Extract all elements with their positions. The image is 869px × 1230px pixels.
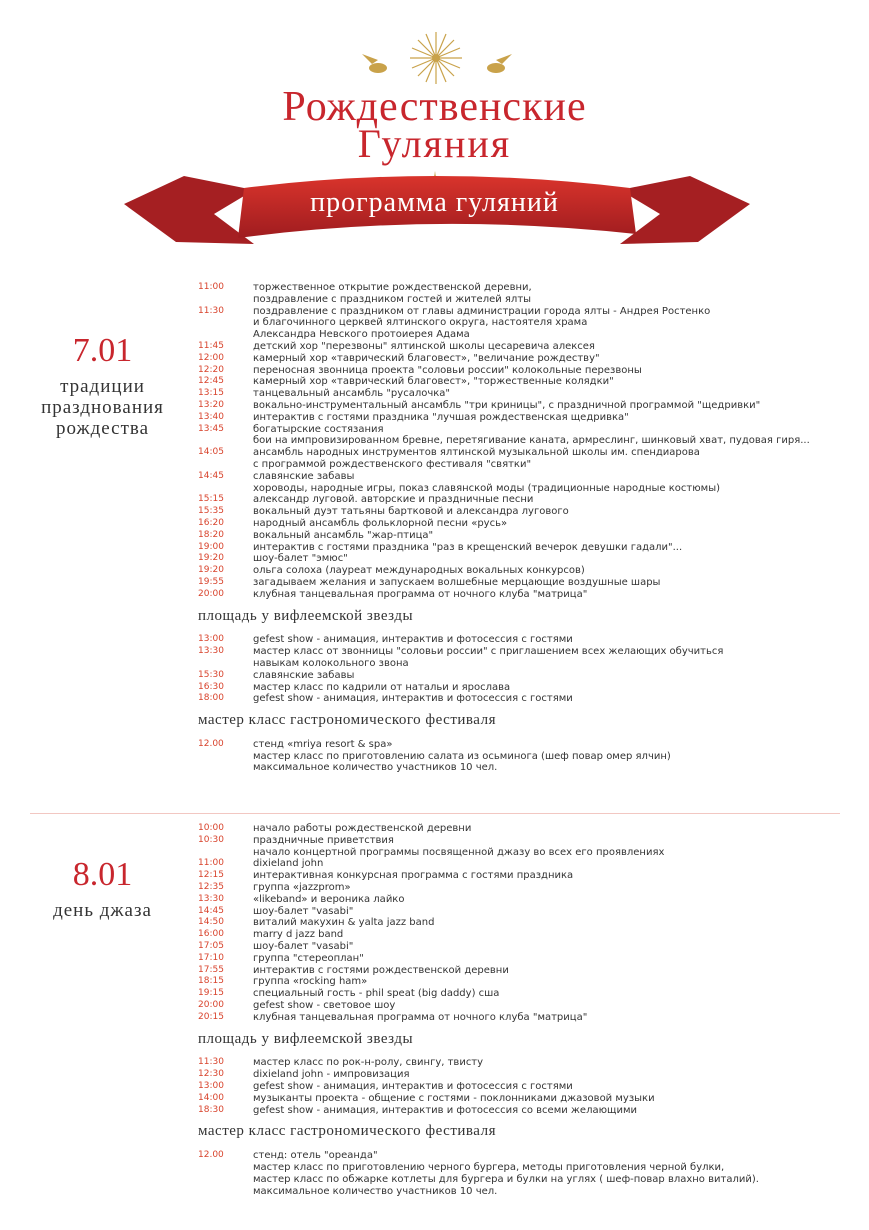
schedule-time: 20:00 xyxy=(198,588,224,599)
schedule-time: 11:00 xyxy=(198,858,224,869)
day1-gastro-title: мастер класс гастрономического фестиваля xyxy=(198,712,496,729)
schedule-row xyxy=(198,553,858,565)
day2-main-list xyxy=(198,823,858,1024)
schedule-text: загадываем желания и запускаем волшебные мерцающие воздушные шары xyxy=(253,576,661,588)
day2-date: 8.01 xyxy=(72,856,133,893)
schedule-row xyxy=(198,929,858,941)
schedule-row xyxy=(198,376,858,388)
day2-theme-line-1: день джаза xyxy=(53,900,152,921)
schedule-row xyxy=(198,388,858,400)
schedule-time: 18:15 xyxy=(198,976,224,987)
day1-schedule xyxy=(198,282,858,774)
schedule-time: 14:50 xyxy=(198,917,224,928)
schedule-text: камерный хор «таврический благовест», "торжественные колядки" xyxy=(253,376,614,388)
schedule-time: 13:20 xyxy=(198,399,224,410)
schedule-time: 12:45 xyxy=(198,376,224,387)
schedule-row xyxy=(198,1105,858,1117)
schedule-text: виталий макухин & yalta jazz band xyxy=(253,917,435,929)
schedule-text: вокальный дуэт татьяны бартковой и александра лугового xyxy=(253,506,569,518)
schedule-row xyxy=(198,682,858,694)
schedule-time: 16:30 xyxy=(198,681,224,692)
schedule-row xyxy=(198,353,858,365)
schedule-row xyxy=(198,965,858,977)
schedule-text: gefest show - анимация, интерактив и фотосессия с гостями xyxy=(253,693,573,705)
schedule-row xyxy=(198,1174,858,1186)
schedule-row xyxy=(198,835,858,847)
schedule-time: 16:00 xyxy=(198,929,224,940)
schedule-text: dixieland john xyxy=(253,858,324,870)
schedule-text: dixieland john - импровизация xyxy=(253,1069,410,1081)
day2-square-list xyxy=(198,1057,858,1116)
schedule-text: стенд «mriya resort & spa» xyxy=(253,738,393,750)
schedule-row xyxy=(198,882,858,894)
schedule-row xyxy=(198,1081,858,1093)
schedule-text: gefest show - анимация, интерактив и фотосессия с гостями xyxy=(253,1080,573,1092)
schedule-text: и благочинного церквей ялтинского округа, настоятеля храма xyxy=(253,317,588,329)
schedule-time: 20:00 xyxy=(198,999,224,1010)
schedule-text: бои на импровизированном бревне, перетягивание каната, армреслинг, шинковый хват, пудовая гиря... xyxy=(253,435,810,447)
schedule-time: 12:30 xyxy=(198,1069,224,1080)
schedule-row xyxy=(198,589,858,601)
schedule-text: интерактив с гостями праздника "раз в крещенский вечерок девушки гадали"... xyxy=(253,541,683,553)
schedule-row xyxy=(198,294,858,306)
schedule-row xyxy=(198,634,858,646)
schedule-row xyxy=(198,1150,858,1162)
schedule-row xyxy=(198,870,858,882)
schedule-time: 13:00 xyxy=(198,634,224,645)
schedule-row xyxy=(198,847,858,859)
schedule-row xyxy=(198,906,858,918)
schedule-time: 11:30 xyxy=(198,1057,224,1068)
schedule-text: музыканты проекта - общение с гостями - поклонниками джазовой музыки xyxy=(253,1092,655,1104)
day1-theme-line-3: рождества xyxy=(55,418,150,439)
schedule-text: Александра Невского протоиерея Адама xyxy=(253,329,470,341)
schedule-row xyxy=(198,424,858,436)
schedule-text: торжественное открытие рождественской деревни, xyxy=(253,282,532,293)
schedule-text: танцевальный ансамбль "русалочка" xyxy=(253,388,451,400)
schedule-row xyxy=(198,941,858,953)
schedule-text: интерактив с гостями рождественской деревни xyxy=(253,964,509,976)
schedule-text: хороводы, народные игры, показ славянской моды (традиционные народные костюмы) xyxy=(253,482,721,494)
schedule-time: 10:00 xyxy=(198,823,224,833)
schedule-row xyxy=(198,670,858,682)
schedule-time: 15:15 xyxy=(198,494,224,505)
schedule-row xyxy=(198,341,858,353)
schedule-text: группа «rocking ham» xyxy=(253,976,368,988)
schedule-time: 12:00 xyxy=(198,352,224,363)
schedule-time: 18:30 xyxy=(198,1104,224,1115)
schedule-row xyxy=(198,739,858,751)
schedule-row xyxy=(198,412,858,424)
day1-date: 7.01 xyxy=(72,332,133,369)
schedule-text: александр луговой. авторские и праздничные песни xyxy=(253,494,534,506)
schedule-time: 14:05 xyxy=(198,447,224,458)
schedule-row xyxy=(198,751,858,763)
schedule-text: начало концертной программы посвященной джазу во всех его проявлениях xyxy=(253,846,665,858)
schedule-time: 12.00 xyxy=(198,738,224,749)
schedule-time: 13:30 xyxy=(198,893,224,904)
schedule-time: 20:15 xyxy=(198,1011,224,1022)
schedule-row xyxy=(198,317,858,329)
day1-main-list xyxy=(198,282,858,601)
schedule-row xyxy=(198,646,858,658)
schedule-text: мастер класс от звонницы "соловьи россии" с приглашением всех желающих обучиться xyxy=(253,646,724,658)
schedule-row xyxy=(198,506,858,518)
schedule-row xyxy=(198,400,858,412)
schedule-time: 12:35 xyxy=(198,881,224,892)
schedule-text: gefest show - анимация, интерактив и фотосессия со всеми желающими xyxy=(253,1104,637,1116)
schedule-text: gefest show - анимация, интерактив и фотосессия с гостями xyxy=(253,634,573,646)
schedule-text: переносная звонница проекта "соловьи россии" колокольные перезвоны xyxy=(253,364,642,376)
schedule-text: мастер класс по приготовлению черного бургера, методы приготовления черной булки, xyxy=(253,1161,725,1173)
schedule-row xyxy=(198,1186,858,1198)
schedule-text: «likeband» и вероника лайко xyxy=(253,893,405,905)
schedule-time: 19:20 xyxy=(198,553,224,564)
schedule-text: камерный хор «таврический благовест», "величание рождеству" xyxy=(253,352,600,364)
schedule-row xyxy=(198,329,858,341)
schedule-row xyxy=(198,447,858,459)
schedule-row xyxy=(198,917,858,929)
day2-gastro-list xyxy=(198,1150,858,1197)
day1-label xyxy=(20,332,185,439)
schedule-row xyxy=(198,435,858,447)
schedule-time: 14:00 xyxy=(198,1092,224,1103)
schedule-row xyxy=(198,1012,858,1024)
schedule-row xyxy=(198,858,858,870)
schedule-text: детский хор "перезвоны" ялтинской школы цесаревича алексея xyxy=(253,340,595,352)
schedule-text: шоу-балет "vasabi" xyxy=(253,905,354,917)
schedule-text: клубная танцевальная программа от ночного клуба "матрица" xyxy=(253,588,588,600)
schedule-text: мастер класс по кадрили от натальи и ярослава xyxy=(253,681,511,693)
schedule-row xyxy=(198,306,858,318)
schedule-time: 13:15 xyxy=(198,388,224,399)
schedule-text: интерактив с гостями праздника "лучшая рождественская щедривка" xyxy=(253,411,629,423)
schedule-time: 15:30 xyxy=(198,669,224,680)
schedule-row xyxy=(198,565,858,577)
schedule-text: славянские забавы xyxy=(253,470,355,482)
schedule-text: мастер класс по рок-н-ролу, свингу, твисту xyxy=(253,1057,484,1069)
schedule-time: 13:45 xyxy=(198,423,224,434)
title-line-2: Гуляния xyxy=(357,121,512,166)
schedule-time: 17:05 xyxy=(198,940,224,951)
schedule-row xyxy=(198,762,858,774)
schedule-row xyxy=(198,693,858,705)
schedule-text: навыкам колокольного звона xyxy=(253,657,409,669)
day1-square-list xyxy=(198,634,858,705)
schedule-text: специальный гость - phil speat (big daddy) сша xyxy=(253,988,500,1000)
schedule-text: группа «jazzprom» xyxy=(253,881,351,893)
schedule-row xyxy=(198,1093,858,1105)
schedule-row xyxy=(198,988,858,1000)
schedule-text: marry d jazz band xyxy=(253,929,344,941)
schedule-text: мастер класс по приготовлению салата из осьминога (шеф повар омер ялчин) xyxy=(253,750,671,762)
schedule-row xyxy=(198,658,858,670)
schedule-text: интерактивная конкурсная программа с гостями праздника xyxy=(253,870,574,882)
schedule-row xyxy=(198,894,858,906)
day1-square-title: площадь у вифлеемской звезды xyxy=(198,607,414,624)
schedule-row xyxy=(198,530,858,542)
schedule-text: богатырские состязания xyxy=(253,423,384,435)
angel-left-icon xyxy=(362,54,387,73)
day2-square-title: площадь у вифлеемской звезды xyxy=(198,1030,414,1047)
schedule-text: группа "стереоплан" xyxy=(253,952,364,964)
banner-text: программа гуляний xyxy=(310,187,559,218)
schedule-time: 15:35 xyxy=(198,506,224,517)
schedule-row xyxy=(198,1162,858,1174)
schedule-time: 19:15 xyxy=(198,988,224,999)
schedule-row xyxy=(198,953,858,965)
schedule-row xyxy=(198,494,858,506)
day1-gastro-list xyxy=(198,739,858,774)
schedule-text: клубная танцевальная программа от ночного клуба "матрица" xyxy=(253,1011,588,1023)
schedule-row xyxy=(198,577,858,589)
schedule-row xyxy=(198,1057,858,1069)
schedule-row xyxy=(198,1000,858,1012)
schedule-row xyxy=(198,976,858,988)
angel-right-icon xyxy=(487,54,512,73)
schedule-text: ольга солоха (лауреат международных вокальных конкурсов) xyxy=(253,565,585,577)
schedule-time: 19:20 xyxy=(198,565,224,576)
schedule-time: 17:55 xyxy=(198,964,224,975)
schedule-text: народный ансамбль фольклорной песни «русь» xyxy=(253,517,508,529)
schedule-row xyxy=(198,1069,858,1081)
schedule-row xyxy=(198,823,858,835)
schedule-time: 13:40 xyxy=(198,411,224,422)
schedule-time: 17:10 xyxy=(198,952,224,963)
schedule-time: 19:55 xyxy=(198,576,224,587)
schedule-time: 12:15 xyxy=(198,870,224,881)
schedule-text: славянские забавы xyxy=(253,669,355,681)
schedule-time: 11:45 xyxy=(198,340,224,351)
schedule-time: 19:00 xyxy=(198,541,224,552)
title-line-1: Рождественские xyxy=(282,84,587,130)
schedule-text: стенд: отель "ореанда" xyxy=(253,1150,378,1162)
schedule-time: 12:20 xyxy=(198,364,224,375)
schedule-time: 16:20 xyxy=(198,517,224,528)
schedule-text: поздравление с праздником от главы администрации города ялты - Андрея Ростенко xyxy=(253,305,711,317)
schedule-text: максимальное количество участников 10 чел. xyxy=(253,1185,498,1197)
day1-theme-line-1: традиции xyxy=(60,376,145,397)
schedule-text: начало работы рождественской деревни xyxy=(253,823,472,834)
schedule-row xyxy=(198,471,858,483)
header xyxy=(0,0,869,270)
schedule-time: 10:30 xyxy=(198,834,224,845)
schedule-text: мастер класс по обжарке котлеты для бургера и булки на углях ( шеф-повар влахно виталий). xyxy=(253,1173,759,1185)
day2-gastro-title: мастер класс гастрономического фестиваля xyxy=(198,1123,496,1140)
schedule-text: поздравление с праздником гостей и жителей ялты xyxy=(253,293,532,305)
schedule-time: 13:30 xyxy=(198,646,224,657)
schedule-time: 13:00 xyxy=(198,1080,224,1091)
day2-schedule xyxy=(198,823,858,1197)
schedule-time: 11:30 xyxy=(198,305,224,316)
schedule-time: 14:45 xyxy=(198,470,224,481)
schedule-row xyxy=(198,542,858,554)
schedule-row xyxy=(198,365,858,377)
schedule-text: вокальный ансамбль "жар-птица" xyxy=(253,529,434,541)
schedule-text: праздничные приветствия xyxy=(253,834,394,846)
schedule-time: 12.00 xyxy=(198,1150,224,1161)
schedule-row xyxy=(198,282,858,294)
schedule-time: 11:00 xyxy=(198,282,224,292)
day1-theme-line-2: празднования xyxy=(41,397,164,418)
schedule-time: 18:00 xyxy=(198,693,224,704)
schedule-time: 14:45 xyxy=(198,905,224,916)
schedule-text: вокально-инструментальный ансамбль "три криницы", с праздничной программой "щедривки" xyxy=(253,399,761,411)
day2-label xyxy=(20,856,185,921)
schedule-text: ансамбль народных инструментов ялтинской музыкальной школы им. спендиарова xyxy=(253,447,700,459)
schedule-row xyxy=(198,459,858,471)
schedule-text: максимальное количество участников 10 чел. xyxy=(253,762,498,774)
day-divider xyxy=(30,813,840,814)
schedule-text: с программой рождественского фестиваля "святки" xyxy=(253,458,532,470)
schedule-row xyxy=(198,518,858,530)
schedule-time: 18:20 xyxy=(198,529,224,540)
schedule-row xyxy=(198,483,858,495)
schedule-text: шоу-балет "vasabi" xyxy=(253,940,354,952)
schedule-text: шоу-балет "эмюс" xyxy=(253,553,348,565)
schedule-text: gefest show - световое шоу xyxy=(253,999,396,1011)
